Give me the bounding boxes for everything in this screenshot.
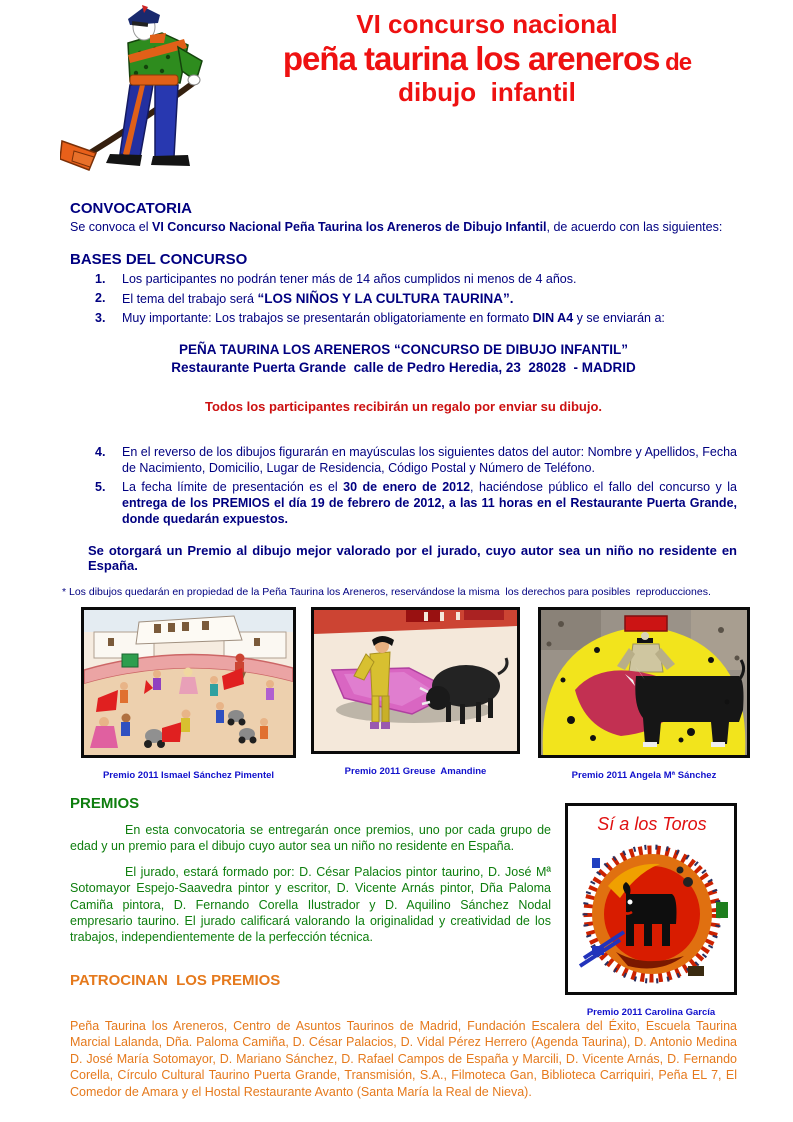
gallery-caption-2: Premio 2011 Greuse Amandine bbox=[344, 765, 487, 777]
sponsors-paragraph: Peña Taurina los Areneros, Centro de Asuntos Taurinos de Madrid, Fundación Escalera del Éxito, Escuela Taurina Marcial Lalanda, Dña. Paloma Camiña, D. César Palacios, D. Vidal Pérez Herrero (Agenda Taurina), D. Antonio Medina D. José María Sotomayor, D. Mariano Sánchez, D. Rafael Campos de España y Marcili, D. Vicente Arnás, D. Fernando Corella, Círculo Cultural Taurino Puerta Grande, Transmisión, S.A., Filmoteca Gan, Biblioteca Carriquiri, Peña EL 7, El Comedor de Amara y el Hostal Restaurante Avanto (Santa María la Real de Nieva). bbox=[70, 1018, 737, 1099]
item-text: El tema del trabajo será bbox=[122, 292, 258, 306]
premios-paragraph-2: El jurado, estará formado por: D. César Palacios pintor taurino, D. José Mª Sotomayor Espejo-Saavedra pintor y escritor, D. Vicente Arnás pintor, Dña Paloma Camiña pintora, D. Fernando Corella Ilustrador y D. Aquilino Sánchez Nodal empresario taurino. El jurado calificará valorando la originalidad y creatividad de los trabajos, independientemente de la perfección técnica. bbox=[70, 865, 551, 945]
bases-item-3 bbox=[70, 310, 737, 326]
item-text-bold: 30 de enero de 2012 bbox=[343, 479, 471, 494]
winners-gallery bbox=[81, 607, 737, 781]
title-line2-main: peña taurina los areneros bbox=[282, 39, 660, 77]
item-number: 5. bbox=[95, 479, 106, 494]
bases-item-5 bbox=[70, 479, 737, 527]
patrocinan-heading: PATROCINAN LOS PREMIOS bbox=[70, 972, 281, 990]
bases-items-4-5 bbox=[70, 444, 737, 527]
bullring-children-drawing bbox=[84, 610, 293, 755]
content bbox=[62, 200, 737, 1100]
address-line1: PEÑA TAURINA LOS ARENEROS “CONCURSO DE DIBUJO INFANTIL” bbox=[178, 342, 629, 358]
premios-paragraph-1: En esta convocatoria se entregarán once premios, uno por cada grupo de edad y un premio para el dibujo cuyo autor sea un niño no residente en España. bbox=[70, 822, 551, 853]
si-a-los-toros-drawing bbox=[568, 806, 734, 992]
section-bases bbox=[70, 251, 737, 326]
gallery-figure-2 bbox=[311, 607, 520, 777]
yellow-arena-bull-drawing bbox=[541, 610, 747, 755]
title-line1: VI concurso nacional bbox=[356, 9, 618, 39]
title-line2-suffix: de bbox=[659, 48, 692, 76]
item-text: La fecha límite de presentación es el bbox=[122, 479, 344, 494]
section-convocatoria bbox=[70, 200, 737, 235]
title-line2 bbox=[232, 40, 742, 78]
side-drawing bbox=[565, 803, 737, 995]
gallery-caption-3: Premio 2011 Angela Mª Sánchez bbox=[571, 769, 717, 781]
gallery-drawing-3 bbox=[538, 607, 750, 758]
convocatoria-heading: CONVOCATORIA bbox=[70, 200, 192, 217]
gallery-drawing-1 bbox=[81, 607, 296, 758]
title-block bbox=[232, 10, 742, 108]
intro-suffix: , de acuerdo con las siguientes: bbox=[546, 220, 723, 234]
address-block bbox=[70, 341, 737, 377]
bases-heading: BASES DEL CONCURSO bbox=[70, 251, 248, 268]
item-text-bold: entrega de los PREMIOS el día 19 de febrero de 2012, a las 11 horas en el Restaurante Puerta Grande, donde quedarán expuestos. bbox=[122, 495, 737, 526]
bases-item-2 bbox=[70, 290, 737, 307]
side-figure bbox=[565, 803, 737, 1018]
bases-item-4 bbox=[70, 444, 737, 476]
section-premios bbox=[70, 795, 737, 1101]
item-number: 1. bbox=[95, 272, 106, 286]
item-text-bold: “LOS NIÑOS Y LA CULTURA TAURINA”. bbox=[257, 291, 514, 306]
footnote: * Los dibujos quedarán en propiedad de la Peña Taurina los Areneros, reservándose la misma los derechos para posibles reproducciones. bbox=[62, 585, 711, 598]
gallery-drawing-2 bbox=[311, 607, 520, 754]
gallery-figure-3 bbox=[538, 607, 750, 781]
intro-bold: VI Concurso Nacional Peña Taurina los Areneros de Dibujo Infantil bbox=[152, 220, 547, 234]
convocatoria-intro bbox=[70, 219, 737, 235]
item-text-bold: DIN A4 bbox=[532, 311, 574, 326]
gallery-caption-1: Premio 2011 Ismael Sánchez Pimentel bbox=[102, 769, 275, 781]
drawing-text: Sí a los Toros bbox=[597, 813, 707, 834]
gift-notice: Todos los participantes recibirán un regalo por enviar su dibujo. bbox=[204, 398, 603, 414]
special-prize-note: Se otorgará un Premio al dibujo mejor valorado por el jurado, cuyo autor sea un niño no residente en España. bbox=[88, 542, 737, 573]
item-number: 2. bbox=[95, 291, 106, 305]
mascot-drawing bbox=[60, 5, 212, 173]
item-text: y se enviarán a: bbox=[573, 311, 665, 326]
bullfighter-drawing bbox=[314, 610, 517, 751]
item-text: Muy importante: Los trabajos se presentarán obligatoriamente en formato bbox=[122, 311, 533, 326]
item-number: 4. bbox=[95, 444, 106, 459]
gallery-figure-1 bbox=[81, 607, 296, 781]
bases-item-1 bbox=[70, 271, 737, 287]
side-figure-caption: Premio 2011 Carolina García bbox=[586, 1006, 716, 1018]
address-line2: Restaurante Puerta Grande calle de Pedro Heredia, 23 28028 - MADRID bbox=[171, 360, 636, 376]
item-number: 3. bbox=[95, 311, 106, 326]
intro-prefix: Se convoca el bbox=[70, 220, 152, 234]
item-text: En el reverso de los dibujos figurarán en mayúsculas los siguientes datos del autor: Nombre y Apellidos, Fecha de Nacimiento, Domicilio, Lugar de Residencia, Código Postal y Número de Teléfono. bbox=[122, 444, 737, 475]
premios-heading: PREMIOS bbox=[70, 794, 140, 812]
header bbox=[0, 0, 793, 196]
item-text: Los participantes no podrán tener más de 14 años cumplidos ni menos de 4 años. bbox=[122, 272, 577, 286]
item-text: , haciéndose público el fallo del concurso y la bbox=[470, 479, 737, 494]
title-line3: dibujo infantil bbox=[398, 76, 576, 107]
